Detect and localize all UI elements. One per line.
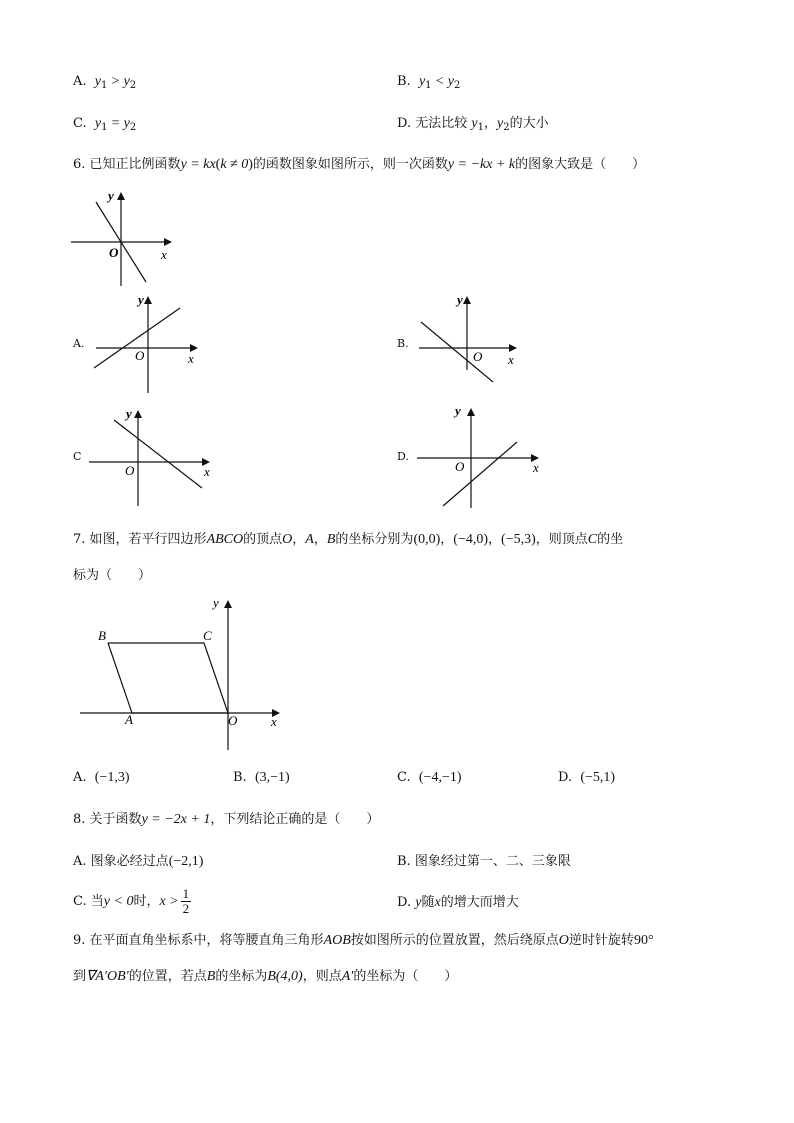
q7-stem-line2: 标为（ ） [73, 568, 152, 583]
y-label: y [108, 188, 114, 203]
q7-option-d[interactable]: D. (−5,1) [558, 770, 616, 785]
q5-option-b[interactable]: B. $y_1 < y_2$ [397, 74, 461, 91]
y-arrow-icon [134, 410, 142, 418]
x-label: x [508, 352, 514, 367]
y-arrow-icon [144, 296, 152, 304]
q6-option-c-label[interactable]: C [73, 450, 82, 463]
q9-stem-line2: 到∇A′OB′的位置，若点B的坐标为B(4,0)，则点A′的坐标为（ ） [73, 969, 458, 984]
y-arrow-icon [117, 192, 125, 200]
q5-option-a[interactable]: A. $y_1 > y_2$ [73, 74, 137, 91]
origin-label: O [228, 713, 238, 728]
x-label: x [271, 714, 277, 729]
q6-stem: 6. 已知正比例函数y = kx(k ≠ 0)的函数图象如图所示，则一次函数y = −kx + k的图象大致是（ ） [73, 157, 646, 172]
q5-option-c[interactable]: C. $y_1 = y_2$ [73, 116, 137, 133]
q6-option-b-label[interactable]: B. [397, 337, 409, 350]
q7-option-a[interactable]: A. (−1,3) [73, 770, 130, 785]
x-arrow-icon [164, 238, 172, 246]
graph-line [443, 442, 517, 506]
x-arrow-icon [509, 344, 517, 352]
x-label: x [533, 460, 539, 475]
q8-option-d[interactable]: D. y随x的增大而增大 [397, 895, 519, 910]
y-arrow-icon [463, 296, 471, 304]
q9-stem-line1: 9. 在平面直角坐标系中，将等腰直角三角形AOB按如图所示的位置放置，然后绕原点O逆时针旋转90° [73, 933, 654, 948]
q6-option-a-label[interactable]: A. [73, 337, 85, 350]
q7-option-b[interactable]: B. (3,−1) [233, 770, 290, 785]
parallelogram [108, 643, 228, 713]
y-arrow-icon [467, 408, 475, 416]
origin-label: O [473, 349, 483, 364]
q8-stem: 8. 关于函数y = −2x + 1，下列结论正确的是（ ） [73, 812, 380, 827]
fraction-one-half: $\frac{1}{2}$ [182, 886, 190, 916]
origin-label: O [109, 245, 119, 260]
point-a-label: A [125, 712, 133, 727]
point-b-label: B [98, 628, 106, 643]
q8-option-b[interactable]: B. 图象经过第一、二、三象限 [397, 854, 571, 869]
q8-option-a[interactable]: A. 图象必经过点(−2,1) [73, 854, 204, 869]
origin-label: O [125, 463, 135, 478]
y-arrow-icon [224, 600, 232, 608]
q6-option-d-graph[interactable] [415, 402, 565, 512]
q6-option-d-label[interactable]: D. [397, 450, 409, 463]
origin-label: O [455, 459, 465, 474]
q7-option-c[interactable]: C. (−4,−1) [397, 770, 462, 785]
point-c-label: C [203, 628, 212, 643]
y-label: y [126, 406, 132, 421]
x-label: x [188, 351, 194, 366]
q6-option-b-graph[interactable] [415, 290, 545, 380]
y-label: y [457, 292, 463, 307]
q7-stem-line1: 7. 如图，若平行四边形ABCO的顶点O，A，B的坐标分别为(0,0)，(−4,0)，(−5,3)，则顶点C的坐 [73, 532, 624, 547]
y-label: y [455, 403, 461, 418]
q7-parallelogram-figure [78, 594, 298, 754]
q6-option-a-graph[interactable] [90, 290, 210, 395]
q5-option-d[interactable]: D. 无法比较 $y_1$，$y_2$的大小 [397, 116, 549, 133]
origin-label: O [135, 348, 145, 363]
q8-option-c[interactable]: C. 当y < 0时，x > $\frac{1}{2}$ [73, 886, 190, 916]
y-label: y [213, 595, 219, 610]
q6-option-c-graph[interactable] [86, 402, 226, 507]
x-label: x [204, 464, 210, 479]
y-label: y [138, 292, 144, 307]
x-label: x [161, 247, 167, 262]
q6-given-graph [66, 186, 186, 286]
